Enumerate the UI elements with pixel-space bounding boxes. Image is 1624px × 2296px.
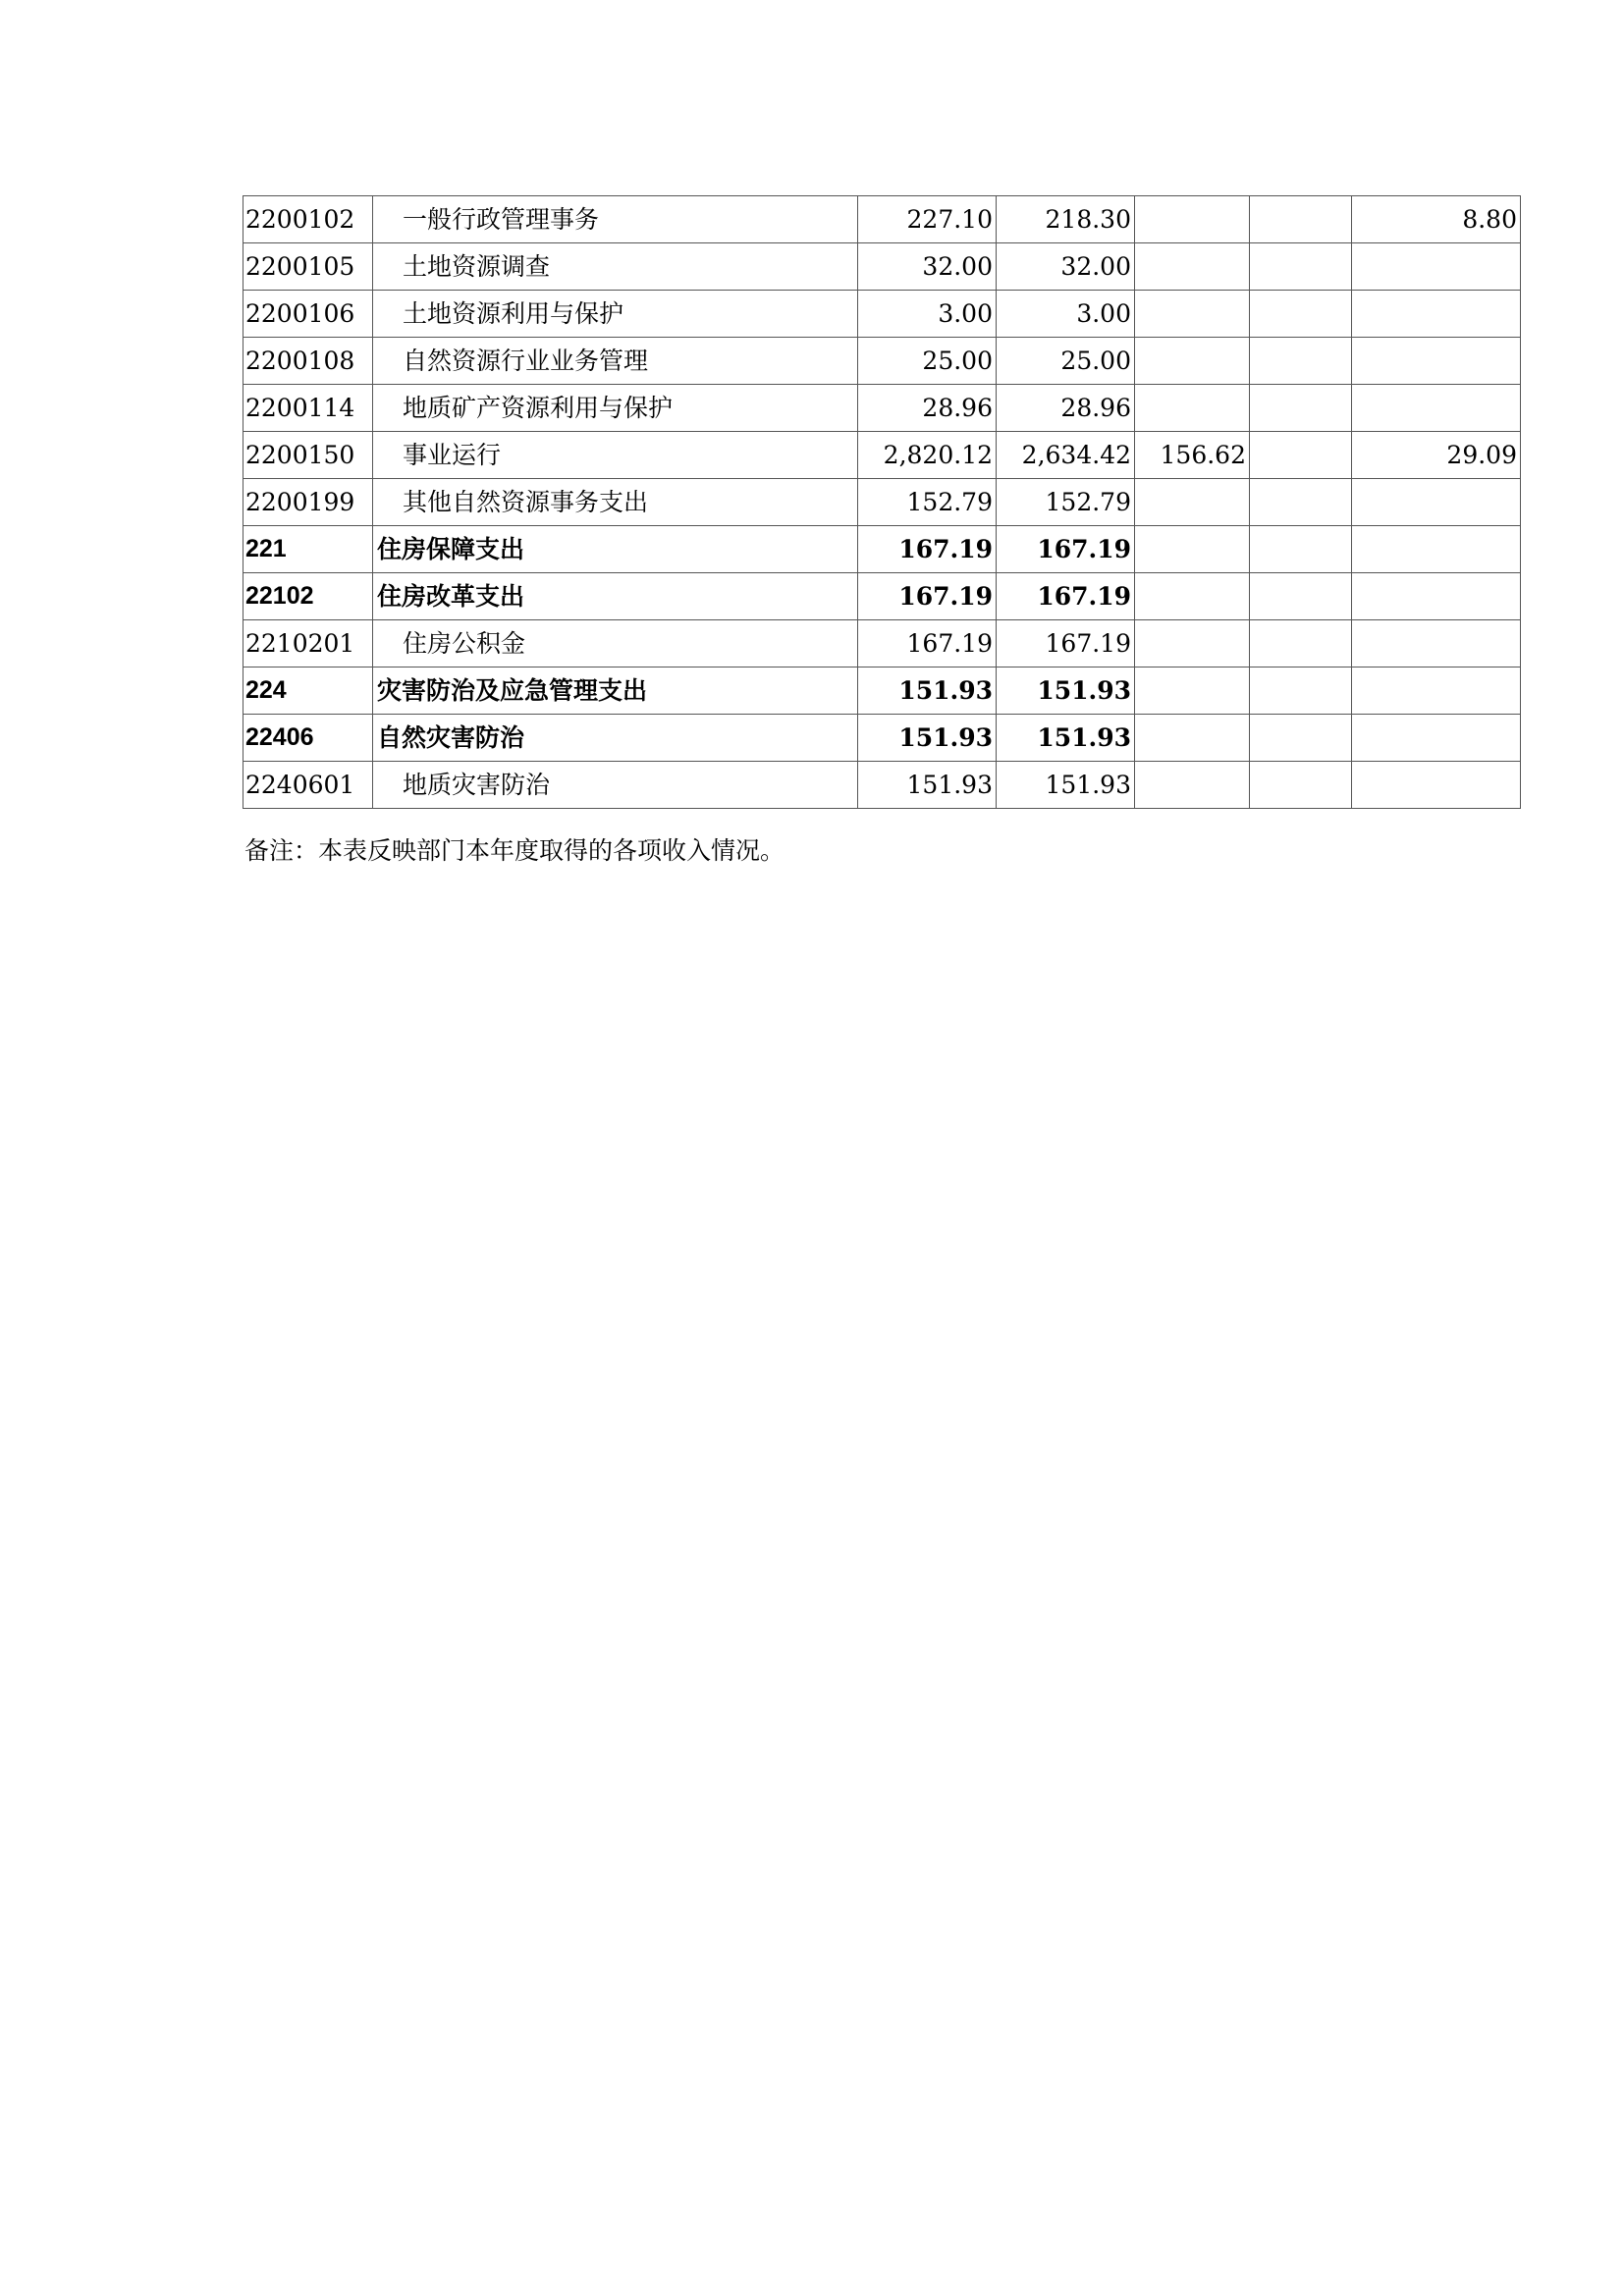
cell-total: 167.19 (858, 526, 997, 573)
cell-item-name: 地质灾害防治 (373, 762, 858, 809)
cell-code: 22406 (244, 715, 373, 762)
cell-col2: 32.00 (997, 243, 1135, 291)
table-note: 备注：本表反映部门本年度取得的各项收入情况。 (244, 836, 785, 865)
cell-item-name: 土地资源利用与保护 (373, 291, 858, 338)
cell-col4 (1250, 667, 1352, 715)
cell-total: 32.00 (858, 243, 997, 291)
cell-col3 (1135, 762, 1250, 809)
cell-item-name: 自然灾害防治 (373, 715, 858, 762)
table-row (244, 762, 1521, 809)
table-row (244, 667, 1521, 715)
cell-item-name: 住房改革支出 (373, 573, 858, 620)
cell-col3: 156.62 (1135, 432, 1250, 479)
cell-col4 (1250, 196, 1352, 243)
cell-code: 2240601 (244, 762, 373, 809)
table-body (244, 196, 1521, 809)
cell-code: 2200105 (244, 243, 373, 291)
cell-col2: 151.93 (997, 762, 1135, 809)
cell-col3 (1135, 243, 1250, 291)
cell-col3 (1135, 479, 1250, 526)
cell-total: 152.79 (858, 479, 997, 526)
table-row (244, 196, 1521, 243)
cell-col5 (1352, 667, 1521, 715)
cell-col5 (1352, 291, 1521, 338)
cell-col5 (1352, 243, 1521, 291)
cell-item-name: 自然资源行业业务管理 (373, 338, 858, 385)
table-row (244, 243, 1521, 291)
cell-code: 2200106 (244, 291, 373, 338)
cell-col5 (1352, 715, 1521, 762)
cell-col4 (1250, 526, 1352, 573)
table-row (244, 291, 1521, 338)
table-row (244, 385, 1521, 432)
cell-col5 (1352, 479, 1521, 526)
cell-col3 (1135, 526, 1250, 573)
cell-col5 (1352, 762, 1521, 809)
table-row (244, 715, 1521, 762)
cell-col4 (1250, 573, 1352, 620)
cell-col4 (1250, 620, 1352, 667)
cell-code: 2200114 (244, 385, 373, 432)
cell-col3 (1135, 715, 1250, 762)
cell-item-name: 住房保障支出 (373, 526, 858, 573)
cell-col2: 25.00 (997, 338, 1135, 385)
table-row (244, 479, 1521, 526)
table-row (244, 526, 1521, 573)
cell-col4 (1250, 479, 1352, 526)
cell-col3 (1135, 338, 1250, 385)
cell-col4 (1250, 385, 1352, 432)
cell-col2: 151.93 (997, 667, 1135, 715)
cell-col5 (1352, 620, 1521, 667)
cell-total: 227.10 (858, 196, 997, 243)
cell-col3 (1135, 573, 1250, 620)
cell-total: 25.00 (858, 338, 997, 385)
cell-code: 2210201 (244, 620, 373, 667)
cell-col3 (1135, 385, 1250, 432)
cell-item-name: 土地资源调查 (373, 243, 858, 291)
cell-col2: 2,634.42 (997, 432, 1135, 479)
cell-col5: 8.80 (1352, 196, 1521, 243)
cell-item-name: 一般行政管理事务 (373, 196, 858, 243)
cell-col2: 3.00 (997, 291, 1135, 338)
cell-col4 (1250, 432, 1352, 479)
cell-code: 2200150 (244, 432, 373, 479)
cell-total: 151.93 (858, 667, 997, 715)
cell-col2: 151.93 (997, 715, 1135, 762)
cell-code: 221 (244, 526, 373, 573)
cell-total: 2,820.12 (858, 432, 997, 479)
cell-col4 (1250, 291, 1352, 338)
table-row (244, 338, 1521, 385)
cell-col4 (1250, 338, 1352, 385)
table-row (244, 620, 1521, 667)
cell-code: 2200102 (244, 196, 373, 243)
cell-col2: 152.79 (997, 479, 1135, 526)
cell-total: 3.00 (858, 291, 997, 338)
cell-col5 (1352, 573, 1521, 620)
cell-col2: 218.30 (997, 196, 1135, 243)
cell-total: 167.19 (858, 620, 997, 667)
cell-item-name: 其他自然资源事务支出 (373, 479, 858, 526)
cell-item-name: 地质矿产资源利用与保护 (373, 385, 858, 432)
cell-item-name: 灾害防治及应急管理支出 (373, 667, 858, 715)
cell-item-name: 事业运行 (373, 432, 858, 479)
cell-col3 (1135, 196, 1250, 243)
cell-code: 2200199 (244, 479, 373, 526)
cell-total: 167.19 (858, 573, 997, 620)
cell-col5 (1352, 385, 1521, 432)
table-row (244, 573, 1521, 620)
cell-col2: 167.19 (997, 573, 1135, 620)
cell-code: 22102 (244, 573, 373, 620)
cell-col3 (1135, 291, 1250, 338)
cell-total: 28.96 (858, 385, 997, 432)
cell-col2: 28.96 (997, 385, 1135, 432)
cell-item-name: 住房公积金 (373, 620, 858, 667)
cell-col4 (1250, 762, 1352, 809)
cell-col2: 167.19 (997, 620, 1135, 667)
cell-col3 (1135, 620, 1250, 667)
budget-table (243, 195, 1521, 809)
table-row (244, 432, 1521, 479)
cell-total: 151.93 (858, 715, 997, 762)
cell-col4 (1250, 715, 1352, 762)
cell-col3 (1135, 667, 1250, 715)
cell-col5 (1352, 526, 1521, 573)
cell-code: 224 (244, 667, 373, 715)
cell-col4 (1250, 243, 1352, 291)
cell-col5: 29.09 (1352, 432, 1521, 479)
cell-col5 (1352, 338, 1521, 385)
cell-total: 151.93 (858, 762, 997, 809)
cell-col2: 167.19 (997, 526, 1135, 573)
cell-code: 2200108 (244, 338, 373, 385)
